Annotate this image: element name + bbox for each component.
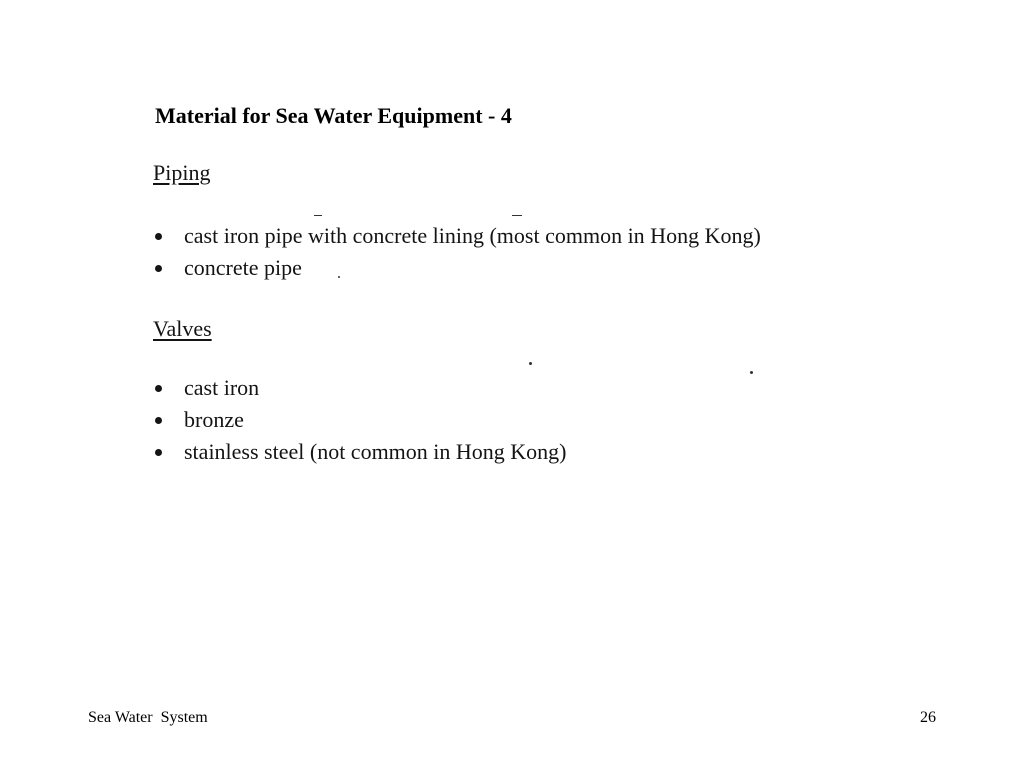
list-item-text: bronze — [184, 407, 244, 432]
section-heading-piping: Piping — [153, 160, 211, 185]
section-heading-valves: Valves — [153, 316, 212, 341]
scan-speck — [750, 371, 753, 374]
piping-list — [153, 220, 893, 284]
scanned-content — [153, 158, 893, 468]
bullet-icon — [155, 449, 162, 456]
bullet-icon — [155, 417, 162, 424]
bullet-icon — [155, 385, 162, 392]
list-item — [153, 404, 893, 436]
bullet-icon — [155, 265, 162, 272]
list-item-text: cast iron — [184, 375, 260, 400]
scan-speck — [314, 215, 322, 216]
scan-speck — [529, 362, 532, 365]
list-item — [153, 372, 893, 404]
slide-title: Material for Sea Water Equipment - 4 — [155, 103, 512, 128]
list-item — [153, 436, 893, 468]
list-item-text: cast iron pipe with concrete lining (most common in Hong Kong) — [184, 223, 761, 248]
bullet-icon — [155, 233, 162, 240]
valves-list — [153, 372, 893, 468]
scan-speck — [338, 276, 340, 278]
list-item-text: concrete pipe — [184, 255, 302, 280]
list-item-text: stainless steel (not common in Hong Kong) — [184, 439, 567, 464]
list-item — [153, 220, 893, 252]
scan-speck — [512, 215, 522, 216]
list-item — [153, 252, 893, 284]
page-number: 26 — [920, 709, 936, 726]
footer-title: Sea Water System — [88, 709, 208, 726]
